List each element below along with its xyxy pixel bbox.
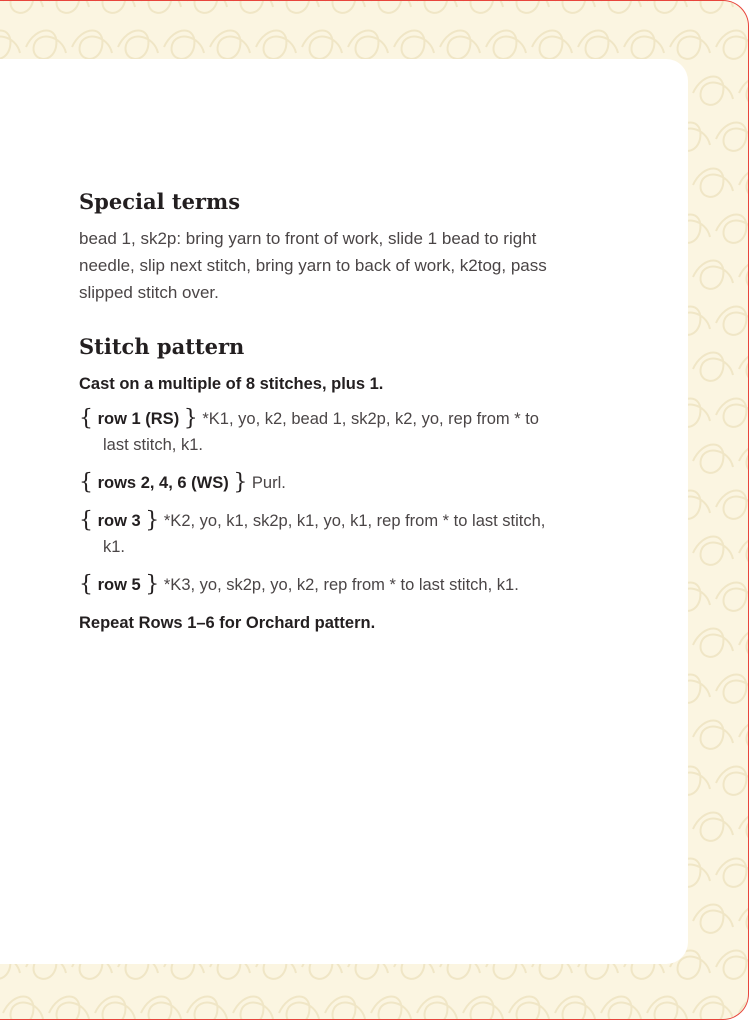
pattern-loop [716, 31, 749, 59]
row-text: *K1, yo, k2, bead 1, sk2p, k2, yo, rep from * to last stitch, k1. [103, 410, 539, 454]
pattern-loop [95, 1, 135, 13]
pattern-loop [141, 1, 181, 13]
pattern-loop [394, 31, 434, 59]
pattern-loop [26, 31, 66, 59]
pattern-loop [509, 1, 549, 13]
close-brace: } [183, 406, 198, 431]
pattern-loop [256, 31, 296, 59]
pattern-loop [693, 77, 733, 105]
row-instruction [79, 571, 549, 598]
pattern-loop [647, 1, 687, 13]
pattern-loop [716, 399, 749, 427]
pattern-loop [739, 77, 749, 105]
pattern-loop [693, 721, 733, 749]
special-terms-text: bead 1, sk2p: bring yarn to front of work, slide 1 bead to right needle, slip next stitch, bring yarn to back of work, k2tog, pass slipped stitch over. [79, 229, 547, 302]
pattern-loop [348, 31, 388, 59]
repeat-note: Repeat Rows 1–6 for Orchard pattern. [79, 614, 376, 632]
pattern-loop [440, 31, 480, 59]
pattern-loop [716, 583, 749, 611]
pattern-loop [739, 537, 749, 565]
pattern-loop [509, 997, 549, 1021]
open-brace: { [79, 470, 93, 495]
pattern-loop [118, 31, 158, 59]
pattern-loop [693, 537, 733, 565]
row-text: *K3, yo, sk2p, yo, k2, rep from * to last stitch, k1. [163, 576, 519, 594]
pattern-loop [49, 1, 89, 13]
row-text: *K2, yo, k1, sk2p, k1, yo, k1, rep from * to last stitch, k1. [103, 512, 546, 556]
pattern-loop [3, 997, 43, 1021]
pattern-loop [716, 767, 749, 795]
pattern-loop [716, 951, 749, 979]
pattern-loop [601, 997, 641, 1021]
row-label: row 1 (RS) [97, 410, 180, 428]
row-label: row 3 [97, 512, 141, 530]
pattern-loop [463, 997, 503, 1021]
pattern-loop [716, 859, 749, 887]
special-terms-heading: Special terms [79, 189, 241, 214]
pattern-loop [486, 31, 526, 59]
pattern-loop [693, 169, 733, 197]
cast-on-instruction: Cast on a multiple of 8 stitches, plus 1. [79, 375, 384, 393]
pattern-loop [693, 813, 733, 841]
pattern-loop [739, 261, 749, 289]
pattern-loop [49, 997, 89, 1021]
pattern-loop [187, 1, 227, 13]
pattern-loop [739, 997, 749, 1021]
pattern-loop [624, 31, 664, 59]
pattern-loop [739, 169, 749, 197]
pattern-loop [693, 1, 733, 13]
pattern-loop [210, 31, 250, 59]
row-instruction [79, 405, 549, 458]
pattern-loop [739, 905, 749, 933]
pattern-loop [716, 123, 749, 151]
close-brace: } [145, 508, 160, 533]
pattern-loop [72, 31, 112, 59]
pattern-loop [693, 445, 733, 473]
pattern-loop [371, 997, 411, 1021]
pattern-loop [716, 675, 749, 703]
pattern-loop [716, 491, 749, 519]
pattern-loop [555, 997, 595, 1021]
pattern-loop [578, 31, 618, 59]
pattern-loop [164, 31, 204, 59]
close-brace: } [145, 572, 160, 597]
pattern-loop [739, 721, 749, 749]
pattern-loop [693, 997, 733, 1021]
pattern-loop [279, 997, 319, 1021]
pattern-loop [3, 1, 43, 13]
pattern-loop [716, 307, 749, 335]
pattern-loop [555, 1, 595, 13]
pattern-loop [739, 445, 749, 473]
pattern-loop [187, 997, 227, 1021]
pattern-loop [693, 261, 733, 289]
row-instruction [79, 507, 549, 560]
row-text: Purl. [251, 474, 286, 492]
pattern-loop [417, 1, 457, 13]
pattern-loop [532, 31, 572, 59]
pattern-loop [601, 1, 641, 13]
pattern-loop [670, 31, 710, 59]
content-card [0, 59, 688, 964]
row-label: rows 2, 4, 6 (WS) [97, 474, 229, 492]
open-brace: { [79, 572, 93, 597]
pattern-loop [325, 997, 365, 1021]
pattern-loop [141, 997, 181, 1021]
pattern-loop [417, 997, 457, 1021]
pattern-loop [371, 1, 411, 13]
pattern-loop [716, 215, 749, 243]
pattern-loop [739, 629, 749, 657]
close-brace: } [233, 470, 248, 495]
pattern-loop [233, 997, 273, 1021]
pattern-loop [739, 813, 749, 841]
pattern-loop [693, 905, 733, 933]
pattern-loop [0, 31, 20, 59]
row-label: row 5 [97, 576, 141, 594]
pattern-loop [279, 1, 319, 13]
open-brace: { [79, 508, 93, 533]
pattern-loop [693, 629, 733, 657]
pattern-loop [693, 353, 733, 381]
pattern-loop [739, 1, 749, 13]
open-brace: { [79, 406, 93, 431]
pattern-text [79, 189, 549, 633]
stitch-pattern-heading: Stitch pattern [79, 334, 245, 359]
pattern-loop [739, 353, 749, 381]
row-instruction [79, 469, 549, 496]
pattern-loop [95, 997, 135, 1021]
pattern-loop [302, 31, 342, 59]
pattern-loop [463, 1, 503, 13]
pattern-loop [325, 1, 365, 13]
pattern-loop [647, 997, 687, 1021]
pattern-loop [233, 1, 273, 13]
